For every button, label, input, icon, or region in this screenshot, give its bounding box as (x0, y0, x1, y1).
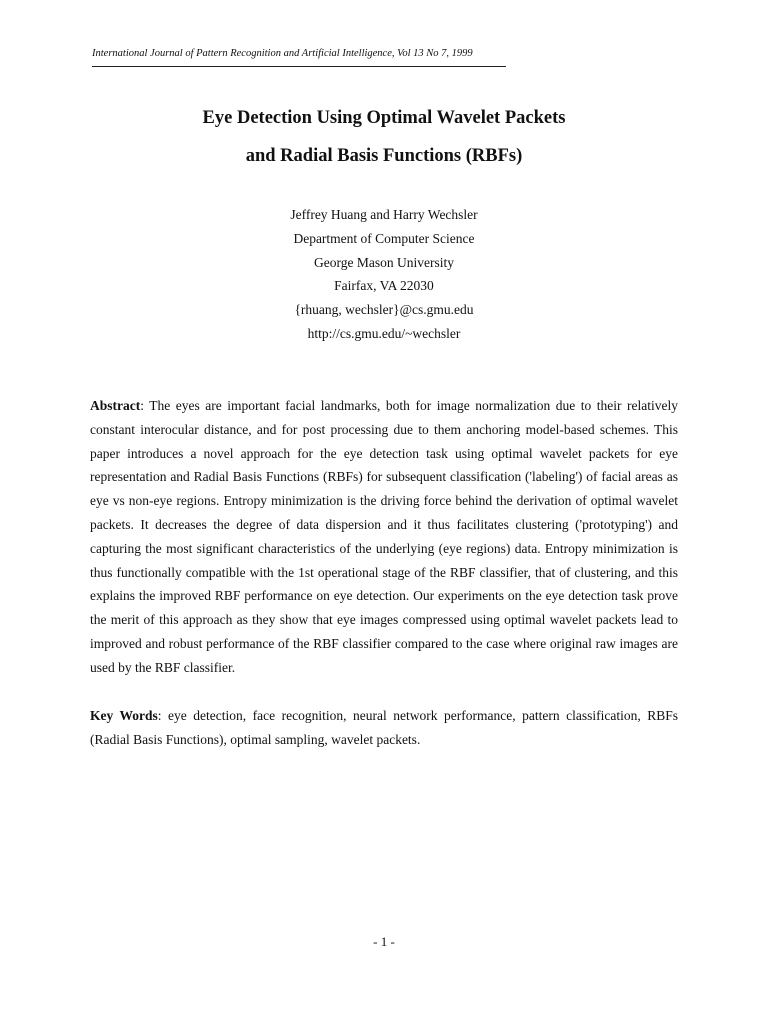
abstract-paragraph (90, 394, 678, 680)
keywords-label: Key Words (90, 708, 158, 723)
abstract-label: Abstract (90, 398, 141, 413)
paper-title-line-1: Eye Detection Using Optimal Wavelet Packets (202, 108, 566, 128)
author-names: Jeffrey Huang and Harry Wechsler (290, 207, 478, 222)
running-header: International Journal of Pattern Recognition and Artificial Intelligence, Vol 13 No 7, 1999 (92, 47, 506, 67)
author-location: Fairfax, VA 22030 (334, 278, 434, 293)
author-url: http://cs.gmu.edu/~wechsler (307, 326, 461, 341)
paper-title-line-2: and Radial Basis Functions (RBFs) (245, 146, 523, 166)
author-email: {rhuang, wechsler}@cs.gmu.edu (294, 302, 474, 317)
abstract-text: : The eyes are important facial landmarks, both for image normalization due to their relatively constant interocular distance, and for post processing due to them anchoring model-based schemes. This paper introduces a novel approach for the eye detection task using optimal wavelet packets for eye representation and Radial Basis Functions (RBFs) for subsequent classification ('labeling') of facial areas as eye vs non-eye regions. Entropy minimization is the driving force behind the derivation of optimal wavelet packets. It decreases the degree of data dispersion and it thus facilitates clustering ('prototyping') and capturing the most significant characteristics of the underlying (eye regions) data. Entropy minimization is thus functionally compatible with the 1st operational stage of the RBF classifier, that of clustering, and this explains the improved RBF performance on eye detection. Our experiments on the eye detection task prove the merit of this approach as they show that eye images compressed using optimal wavelet packets lead to improved and robust performance of the RBF classifier compared to the case where original raw images are used by the RBF classifier. (90, 398, 678, 675)
author-department: Department of Computer Science (293, 231, 475, 246)
keywords-text: : eye detection, face recognition, neural network performance, pattern classification, RBFs (Radial Basis Functions), optimal sampling, wavelet packets. (90, 708, 678, 747)
author-university: George Mason University (314, 255, 454, 270)
keywords-paragraph (90, 704, 678, 752)
page-number: - 1 - (373, 934, 395, 949)
